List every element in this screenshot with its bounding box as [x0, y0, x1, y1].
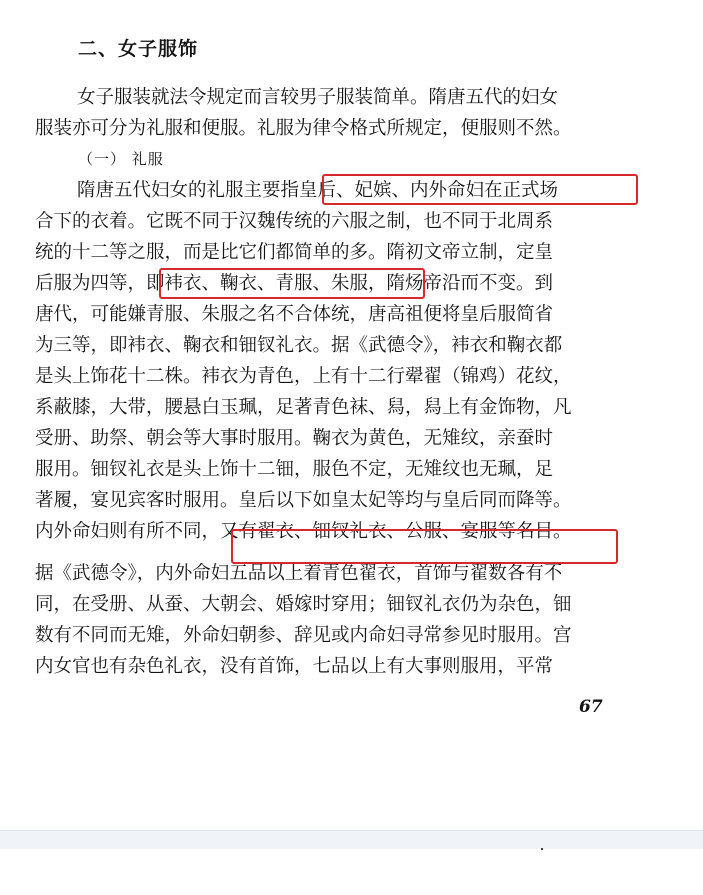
text-line: 受册、助祭、朝会等大事时服用。鞠衣为黄色，无雉纹，亲蚕时 [35, 428, 554, 449]
text-line: 内外命妇则有所不同，又有翟衣、钿钗礼衣、公服、宴服等名目。 [35, 521, 572, 542]
text-line: 内女官也有杂色礼衣，没有首饰，七品以上有大事则服用，平常 [35, 656, 554, 677]
highlight-box [322, 174, 638, 205]
section-heading: 二、女子服饰 [78, 38, 199, 60]
text-line: 统的十二等之服，而是比它们都简单的多。隋初文帝立制，定皇 [35, 242, 554, 263]
text-line: 数有不同而无雉，外命妇朝参、辞见或内命妇寻常参见时服用。宫 [35, 625, 572, 646]
subheading: （一） 礼服 [78, 150, 164, 168]
highlight-box [159, 268, 425, 299]
text-line: 隋唐五代妇女的礼服主要指皇后、妃嫔、内外命妇在正式场 [77, 180, 559, 201]
text-line: 后服为四等，即袆衣、鞠衣、青服、朱服，隋炀帝沿而不变。到 [35, 273, 554, 294]
text-line: 著履，宴见宾客时服用。皇后以下如皇太妃等均与皇后同而降等。 [35, 490, 572, 511]
text-line: 服用。钿钗礼衣是头上饰十二钿，服色不定，无雉纹也无珮，足 [35, 459, 554, 480]
scroll-indicator-dot [541, 848, 543, 850]
bottom-toolbar-band [0, 830, 703, 849]
text-line: 系蔽膝，大带，腰悬白玉珮，足著青色袜、舄，舄上有金饰物，凡 [35, 397, 572, 418]
text-line: 为三等，即袆衣、鞠衣和钿钗礼衣。据《武德令》，袆衣和鞠衣都 [35, 335, 563, 356]
text-line: 据《武德令》，内外命妇五品以上着青色翟衣，首饰与翟数各有不 [35, 563, 563, 584]
page-number: 67 [579, 697, 603, 717]
highlight-box [231, 529, 618, 564]
text-line: 同，在受册、从蚕、大朝会、婚嫁时穿用；钿钗礼衣仍为杂色，钿 [35, 594, 572, 615]
text-line: 是头上饰花十二株。袆衣为青色，上有十二行翚翟（锦鸡）花纹， [35, 366, 572, 387]
text-line: 合下的衣着。它既不同于汉魏传统的六服之制，也不同于北周系 [35, 211, 554, 232]
text-line: 唐代，可能嫌青服、朱服之名不合体统，唐高祖便将皇后服简省 [35, 304, 554, 325]
text-line: 服装亦可分为礼服和便服。礼服为律令格式所规定，便服则不然。 [35, 118, 572, 139]
text-line: 女子服装就法令规定而言较男子服装简单。隋唐五代的妇女 [77, 87, 559, 108]
